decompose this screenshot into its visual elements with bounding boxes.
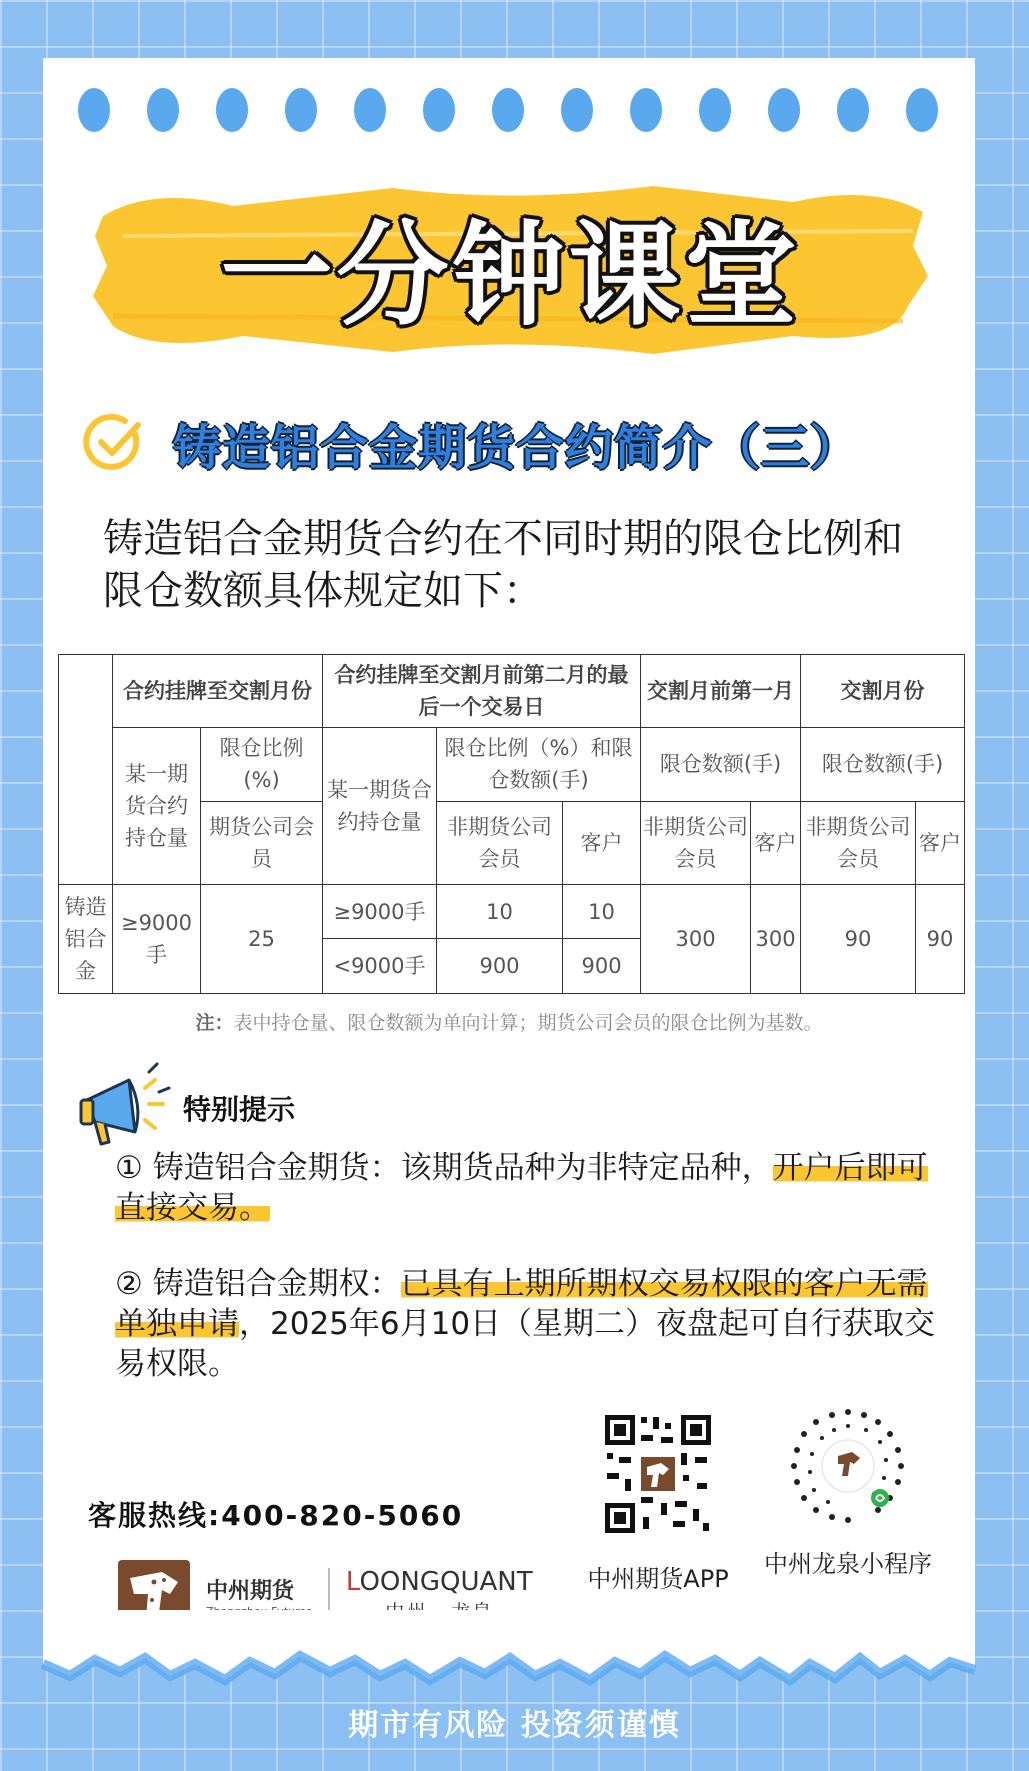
- tip-futures-text: ① 铸造铝合金期货：该期货品种为非特定品种，: [115, 1150, 773, 1186]
- intro-text: 铸造铝合金期货合约在不同时期的限仓比例和限仓数额具体规定如下：: [103, 516, 903, 614]
- period-3-client-value: 300: [751, 885, 801, 994]
- binder-hole: [768, 88, 800, 132]
- header-client-4: 客户: [916, 802, 965, 885]
- footnote-text: 表中持仓量、限仓数额为单向计算；期货公司会员的限仓比例为基数。: [233, 1012, 823, 1034]
- megaphone-icon: [73, 1058, 173, 1158]
- position-limit-table: [58, 654, 965, 994]
- binder-hole: [285, 88, 317, 132]
- header-period-4: 交割月份: [801, 655, 965, 728]
- zhongzhou-cn-name: 中州期货: [206, 1578, 295, 1604]
- service-hotline[interactable]: 客服热线:400-820-5060: [88, 1499, 464, 1532]
- binder-hole: [354, 88, 386, 132]
- header-client-2: 客户: [563, 802, 641, 885]
- non-broker-amount-row-b: 900: [437, 939, 563, 994]
- check-circle-icon: [83, 412, 145, 474]
- header-open-interest-1: 某一期货合约持仓量: [113, 727, 201, 884]
- header-limit-amount-4: 限仓数额(手): [801, 727, 965, 802]
- broker-member-ratio-value: 25: [201, 885, 323, 994]
- tip-futures: [115, 1148, 945, 1228]
- tip-options-rest: ，2025年6月10日（星期二）夜盘起可自行获取交易权限。: [115, 1306, 936, 1382]
- subtitle: 铸造铝合金期货合约简介（三）: [173, 419, 860, 476]
- title-banner: [93, 176, 928, 356]
- binder-hole: [78, 88, 110, 132]
- loongquant-initial: L: [345, 1567, 360, 1597]
- tip-options-highlight: 已具有上期所期权交易权限的客户无需单独申请: [115, 1266, 928, 1342]
- binder-hole: [906, 88, 938, 132]
- miniprogram-qr-block: [753, 1406, 943, 1579]
- header-client-3: 客户: [751, 802, 801, 885]
- client-amount-row-b: 900: [563, 939, 641, 994]
- loongquant-rest: OONGQUANT: [359, 1567, 533, 1597]
- client-ratio-row-a: 10: [563, 885, 641, 939]
- header-non-broker-member-3: 非期货公司会员: [641, 802, 751, 885]
- open-interest-row-b: <9000手: [323, 939, 437, 994]
- special-tips-header: [73, 1058, 295, 1158]
- tip-options-text: ② 铸造铝合金期权：: [115, 1266, 401, 1302]
- app-qr-label: 中州期货APP: [587, 1565, 729, 1593]
- binder-holes: [78, 88, 938, 132]
- header-limit-ratio-2: 限仓比例（%）和限仓数额(手): [437, 727, 641, 802]
- open-interest-threshold-1: ≥9000手: [113, 885, 201, 994]
- table-corner-cell: [59, 655, 113, 885]
- header-broker-member-1: 期货公司会员: [201, 802, 323, 885]
- binder-hole: [561, 88, 593, 132]
- binder-hole: [423, 88, 455, 132]
- header-limit-amount-3: 限仓数额(手): [641, 727, 801, 802]
- poster-card: [43, 58, 975, 1656]
- app-qr-code[interactable]: [603, 1413, 713, 1535]
- header-period-2: 合约挂牌至交割月前第二月的最后一个交易日: [323, 655, 641, 728]
- header-non-broker-member-2: 非期货公司会员: [437, 802, 563, 885]
- period-4-client-value: 90: [916, 885, 965, 994]
- tip-options: [115, 1264, 945, 1384]
- loongquant-name: [346, 1567, 533, 1597]
- period-4-non-broker-value: 90: [801, 885, 916, 994]
- header-open-interest-2: 某一期货合约持仓量: [323, 727, 437, 884]
- table-footnote: [43, 1008, 975, 1035]
- binder-hole: [699, 88, 731, 132]
- header-non-broker-member-4: 非期货公司会员: [801, 802, 916, 885]
- subtitle-row: [83, 408, 963, 478]
- miniprogram-code[interactable]: [788, 1406, 908, 1526]
- header-period-3: 交割月前第一月: [641, 655, 801, 728]
- product-name-cell: 铸造铝合金: [59, 885, 113, 994]
- header-limit-ratio-1: 限仓比例(%): [201, 727, 323, 802]
- non-broker-ratio-row-a: 10: [437, 885, 563, 939]
- binder-hole: [216, 88, 248, 132]
- footnote-label: 注：: [195, 1012, 234, 1034]
- risk-disclaimer: 期市有风险 投资须谨慎: [348, 1708, 681, 1743]
- header-period-1: 合约挂牌至交割月份: [113, 655, 323, 728]
- binder-hole: [837, 88, 869, 132]
- app-qr-block: [578, 1413, 738, 1594]
- period-3-non-broker-value: 300: [641, 885, 751, 994]
- miniprogram-qr-label: 中州龙泉小程序: [764, 1550, 932, 1578]
- tip-futures-highlight: 开户后即可直接交易。: [115, 1150, 928, 1226]
- binder-hole: [492, 88, 524, 132]
- open-interest-row-a: ≥9000手: [323, 885, 437, 939]
- banner-title: 一分钟课堂: [220, 210, 801, 341]
- special-tips-title: 特别提示: [183, 1093, 296, 1126]
- binder-hole: [147, 88, 179, 132]
- binder-hole: [630, 88, 662, 132]
